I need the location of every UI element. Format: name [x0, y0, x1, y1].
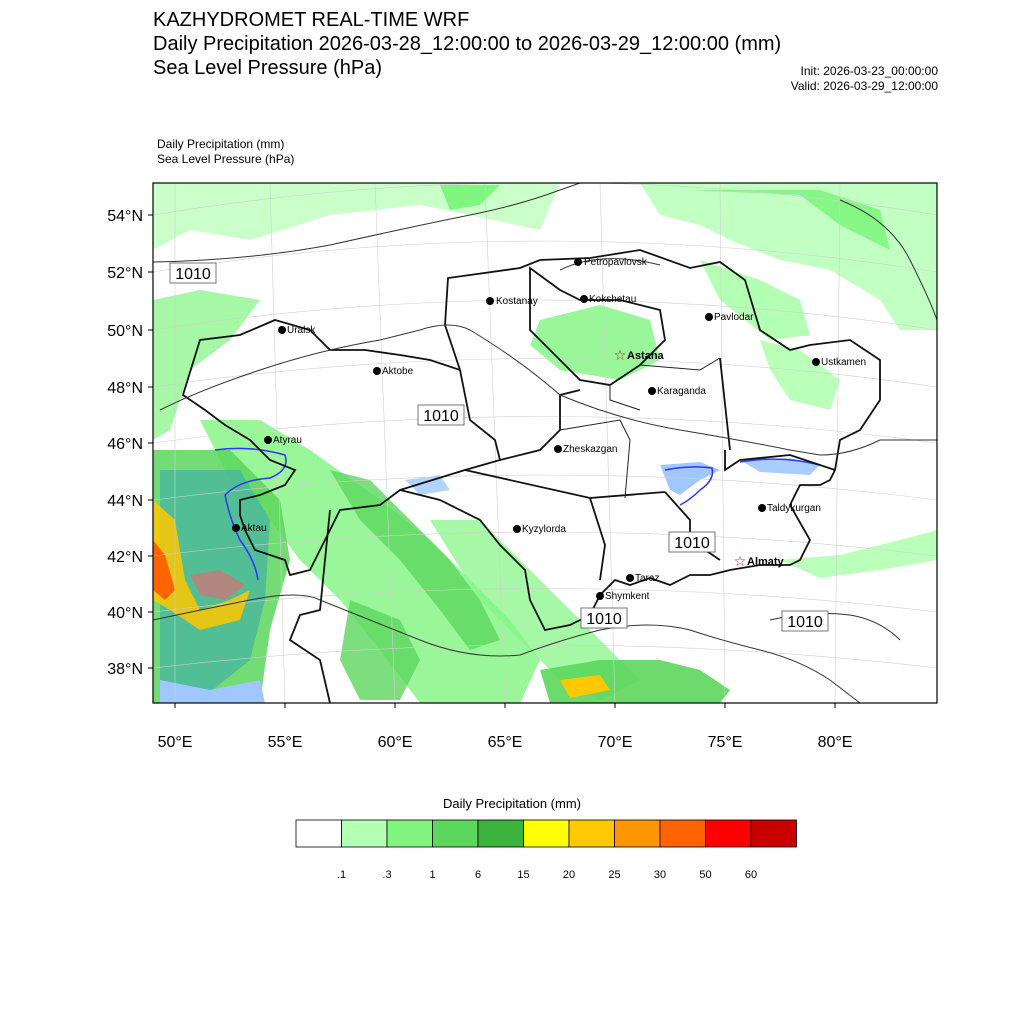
colorbar-label: 25	[608, 869, 621, 881]
city-marker-kokshetau	[580, 294, 636, 305]
city-marker-ustkamen	[812, 357, 866, 368]
title-line-2: Daily Precipitation 2026-03-28_12:00:00 to 2026-03-29_12:00:00 (mm)	[153, 33, 782, 55]
colorbar-label: 6	[474, 869, 482, 881]
colorbar-swatch	[433, 820, 479, 847]
colorbar-title: Daily Precipitation (mm)	[443, 796, 581, 811]
svg-text:Atyrau: Atyrau	[273, 435, 302, 446]
colorbar	[296, 820, 797, 881]
lon-tick-label: 50°E	[157, 734, 193, 751]
city-marker-kyzylorda	[513, 524, 566, 535]
title-line-3: Sea Level Pressure (hPa)	[153, 57, 383, 79]
svg-text:Almaty: Almaty	[747, 556, 784, 568]
svg-text:Kyzylorda: Kyzylorda	[522, 524, 566, 535]
lat-tick-label: 54°N	[107, 208, 143, 225]
colorbar-swatch	[387, 820, 433, 847]
capital-marker-astana	[614, 348, 665, 364]
svg-text:Ustkamen: Ustkamen	[821, 357, 867, 368]
colorbar-label: 20	[562, 869, 576, 881]
colorbar-label: 60	[744, 869, 758, 881]
svg-text:1010: 1010	[787, 614, 823, 631]
init-time: Init: 2026-03-23_00:00:00	[800, 64, 938, 78]
svg-text:Aktau: Aktau	[241, 523, 267, 534]
colorbar-label: .3	[382, 869, 392, 881]
city-marker-taldykurgan	[758, 503, 821, 514]
colorbar-label: 15	[517, 869, 530, 881]
lon-tick-label: 55°E	[267, 734, 303, 751]
field-label-slp: Sea Level Pressure (hPa)	[157, 152, 295, 166]
isobar-label	[581, 608, 627, 628]
svg-text:Karaganda: Karaganda	[657, 386, 706, 397]
capital-marker-almaty	[734, 554, 785, 570]
lat-tick-label: 38°N	[107, 661, 143, 678]
svg-text:Taraz: Taraz	[635, 573, 660, 584]
colorbar-swatch	[342, 820, 388, 847]
svg-text:1010: 1010	[423, 408, 459, 425]
city-marker-taraz	[626, 573, 659, 584]
svg-text:Astana: Astana	[627, 350, 664, 362]
colorbar-label: 30	[653, 869, 667, 881]
lat-tick-label: 42°N	[107, 549, 143, 566]
lon-tick-label: 60°E	[377, 734, 413, 751]
svg-text:Kostanay: Kostanay	[496, 296, 538, 307]
lat-tick-label: 40°N	[107, 605, 143, 622]
city-marker-aktobe	[373, 366, 414, 377]
colorbar-swatch	[524, 820, 570, 847]
svg-text:Kokshetau: Kokshetau	[589, 294, 637, 305]
svg-text:Zheskazgan: Zheskazgan	[563, 444, 618, 455]
colorbar-swatch	[478, 820, 524, 847]
colorbar-swatch	[706, 820, 752, 847]
svg-text:1010: 1010	[175, 266, 211, 283]
colorbar-swatch	[296, 820, 342, 847]
svg-text:Shymkent: Shymkent	[605, 591, 650, 602]
city-marker-shymkent	[596, 591, 650, 602]
colorbar-label: .1	[336, 869, 347, 881]
svg-text:1010: 1010	[674, 535, 710, 552]
colorbar-swatch	[751, 820, 797, 847]
colorbar-swatch	[615, 820, 661, 847]
isobar-label	[782, 611, 828, 631]
colorbar-label: 50	[699, 869, 712, 881]
isobar-label	[669, 532, 715, 552]
lat-tick-label: 44°N	[107, 493, 143, 510]
isobar-label	[170, 263, 216, 283]
city-marker-uralsk	[278, 325, 316, 336]
lon-tick-label: 80°E	[817, 734, 853, 751]
colorbar-swatch	[660, 820, 706, 847]
isobar-label	[418, 405, 464, 425]
city-marker-kostanay	[486, 296, 538, 307]
colorbar-swatch	[569, 820, 615, 847]
svg-text:Aktobe: Aktobe	[382, 366, 414, 377]
valid-time: Valid: 2026-03-29_12:00:00	[790, 79, 938, 93]
star-icon: ☆	[733, 554, 747, 570]
title-line-1: KAZHYDROMET REAL-TIME WRF	[153, 9, 470, 31]
star-icon: ☆	[613, 348, 627, 364]
lat-tick-label: 48°N	[107, 380, 143, 397]
lat-tick-label: 46°N	[107, 436, 143, 453]
svg-text:Petropavlovsk: Petropavlovsk	[584, 257, 647, 268]
field-label-precip: Daily Precipitation (mm)	[157, 137, 285, 151]
svg-text:Uralsk: Uralsk	[287, 325, 316, 336]
city-marker-pavlodar	[705, 312, 754, 323]
lat-tick-label: 50°N	[107, 323, 143, 340]
svg-text:1010: 1010	[586, 611, 622, 628]
city-marker-petropavlovsk	[574, 257, 648, 268]
lon-tick-label: 75°E	[707, 734, 743, 751]
svg-text:Pavlodar: Pavlodar	[714, 312, 754, 323]
lon-tick-label: 65°E	[487, 734, 523, 751]
colorbar-label: 1	[429, 869, 436, 881]
lon-tick-label: 70°E	[597, 734, 633, 751]
lat-tick-label: 52°N	[107, 265, 143, 282]
svg-text:Taldykurgan: Taldykurgan	[767, 503, 821, 514]
city-marker-zheskazgan	[554, 444, 617, 455]
city-marker-karaganda	[648, 386, 706, 397]
